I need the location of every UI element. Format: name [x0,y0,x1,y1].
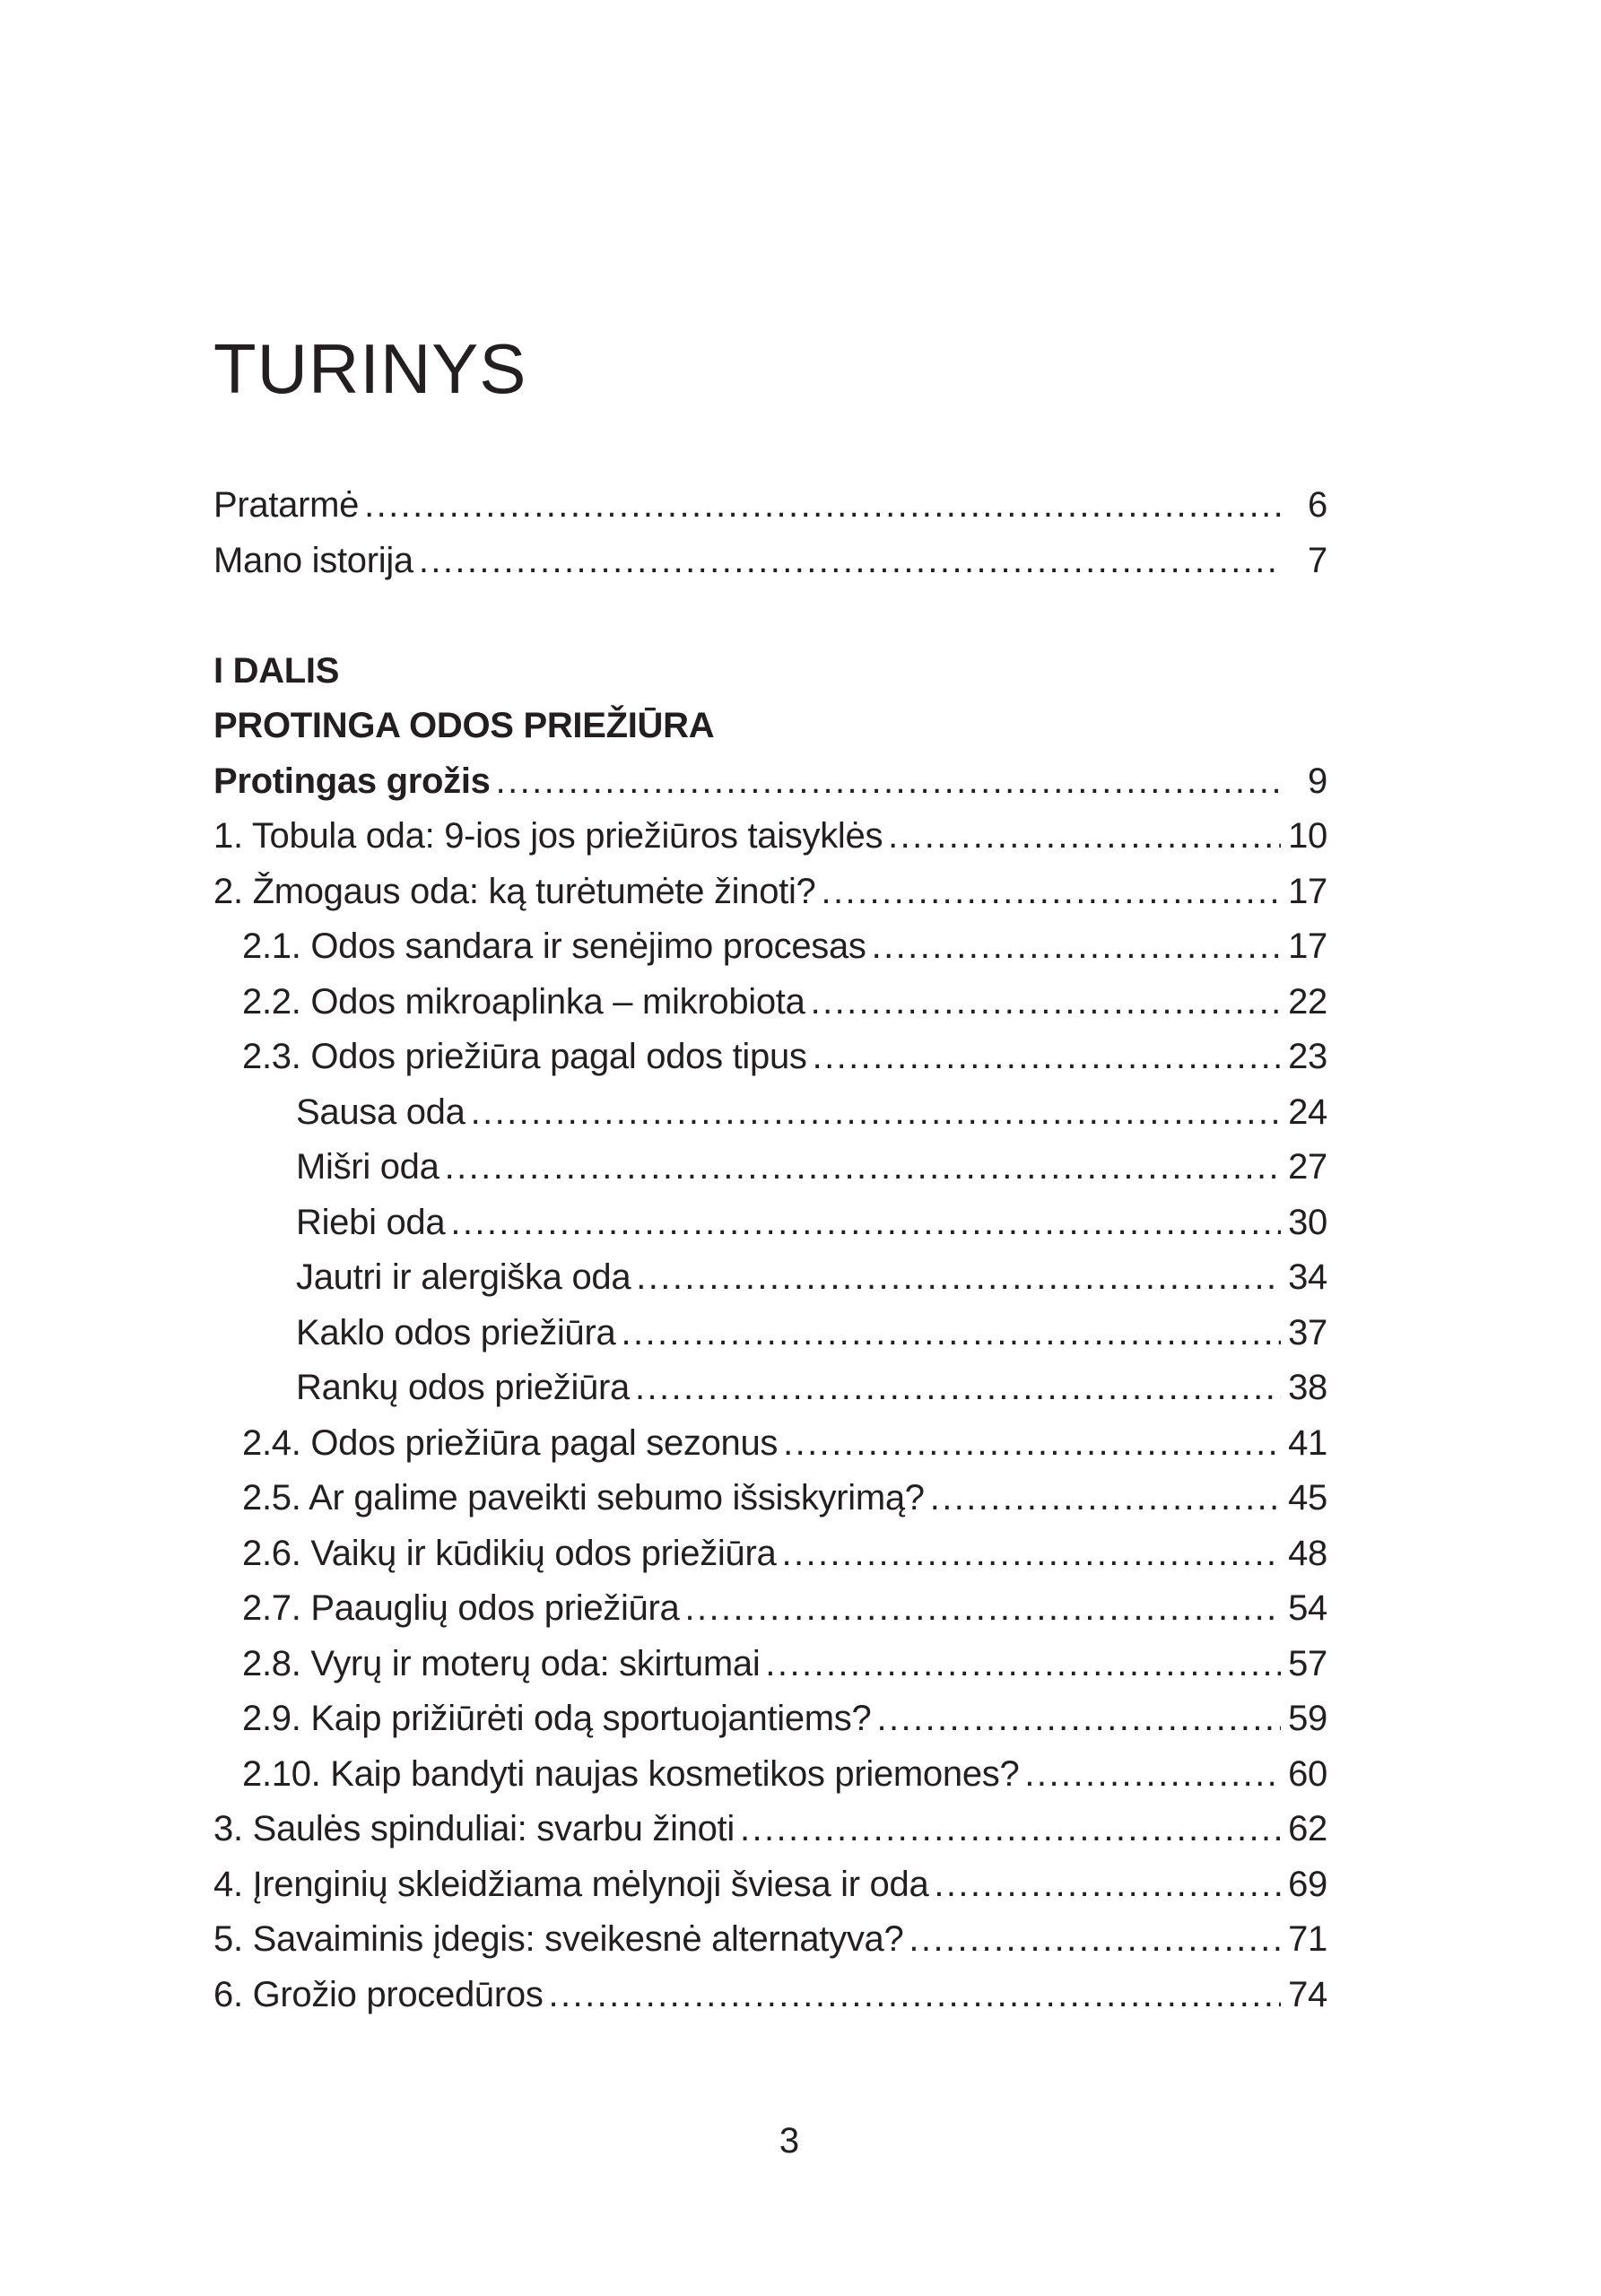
toc-entry [213,1471,1327,1526]
toc-entry [213,644,1327,700]
toc-entry [213,534,1327,589]
toc-leader-dots [419,534,1281,589]
toc-entry-page: 27 [1288,1147,1327,1187]
toc-entry-page: 7 [1308,540,1327,580]
toc-entry [213,975,1327,1031]
toc-leader-dots [471,1085,1281,1141]
toc-entry-label: Mano istorija [213,540,413,580]
toc-entry [213,754,1327,810]
toc-leader-dots [934,1857,1281,1913]
toc-entry [213,809,1327,865]
toc-entry-page: 62 [1288,1809,1327,1848]
toc-entry-page: 74 [1288,1974,1327,2014]
toc-entry-page: 30 [1288,1202,1327,1242]
toc-entry-page: 38 [1288,1368,1327,1407]
toc-leader-dots [740,1802,1281,1857]
toc-leader-dots [813,1030,1281,1085]
toc-entry [213,1306,1327,1361]
toc-entry-label: 4. Įrenginių skleidžiama mėlynoji šviesa ir oda [213,1864,929,1904]
toc-leader-dots [364,478,1281,534]
toc-entry-page: 10 [1288,816,1327,856]
toc-entry-page: 34 [1288,1257,1327,1297]
toc-entry [213,1140,1327,1196]
toc-leader-dots [930,1471,1281,1526]
toc-entry-label: 2. Žmogaus oda: ką turėtumėte žinoti? [213,871,816,911]
toc-entry [213,1747,1327,1803]
toc-entry-label: PROTINGA ODOS PRIEŽIŪRA [213,706,715,745]
toc-entry-label: Sausa oda [296,1091,466,1132]
toc-entry [213,1250,1327,1306]
toc-entry-page: 54 [1288,1588,1327,1628]
toc-entry [213,478,1327,534]
toc-leader-dots [822,865,1282,920]
toc-leader-dots [872,919,1281,975]
toc-entry-label: 2.6. Vaikų ir kūdikių odos priežiūra [242,1533,777,1573]
toc-entry-page: 6 [1308,485,1327,525]
toc-entry [213,1416,1327,1472]
toc-entry [213,1526,1327,1582]
toc-entry-label: Mišri oda [296,1147,439,1187]
toc-entry [213,919,1327,975]
toc-entry-label: 2.4. Odos priežiūra pagal sezonus [242,1422,779,1463]
toc-leader-dots [496,754,1281,810]
toc-entry-label: 2.10. Kaip bandyti naujas kosmetikos priemones? [242,1753,1020,1794]
toc-entry [213,1912,1327,1968]
toc-leader-dots [1024,1747,1281,1803]
toc-leader-dots [876,1692,1281,1747]
toc-leader-dots [549,1968,1281,2023]
toc-entry-label: 1. Tobula oda: 9-ios jos priežiūros taisyklės [213,816,883,856]
toc-entry-label: Protingas grožis [213,761,491,801]
toc-leader-dots [783,1416,1281,1472]
toc-entry-label: Jautri ir alergiška oda [296,1257,631,1297]
toc-entry-page: 17 [1288,871,1327,911]
toc-entry [213,1637,1327,1692]
toc-entry-label: 2.2. Odos mikroaplinka – mikrobiota [242,981,805,1022]
toc-entry-label: 2.5. Ar galime paveikti sebumo išsiskyrimą? [242,1478,925,1518]
page-number: 3 [779,2121,800,2161]
toc-entry [213,1857,1327,1913]
toc-leader-dots [765,1637,1281,1692]
toc-entry-label: Rankų odos priežiūra [296,1368,630,1407]
toc-entry-label: Riebi oda [296,1202,446,1242]
toc-entry-page: 24 [1288,1091,1327,1132]
toc-entry-label: 2.9. Kaip prižiūrėti odą sportuojantiems? [242,1699,872,1738]
toc-leader-dots [684,1581,1281,1637]
toc-entry-label: 2.8. Vyrų ir moterų oda: skirtumai [242,1643,761,1683]
toc-entry-page: 57 [1288,1643,1327,1683]
toc-list [213,478,1327,2022]
page-title: TURINYS [213,329,527,409]
toc-entry [213,1085,1327,1141]
toc-entry [213,699,1327,754]
toc-leader-dots [445,1140,1281,1196]
toc-leader-dots [888,809,1281,865]
toc-entry [213,1968,1327,2023]
toc-entry-label: 2.3. Odos priežiūra pagal odos tipus [242,1037,807,1076]
toc-leader-dots [621,1306,1281,1361]
toc-leader-dots [636,1250,1281,1306]
toc-leader-dots [811,975,1281,1031]
toc-leader-dots [781,1526,1281,1582]
toc-entry-page: 71 [1288,1919,1327,1959]
toc-entry-page: 22 [1288,981,1327,1022]
toc-leader-dots [635,1361,1281,1416]
toc-entry-label: I DALIS [213,650,340,691]
toc-entry-label: 6. Grožio procedūros [213,1974,544,2014]
toc-entry-page: 45 [1288,1478,1327,1518]
toc-entry [213,1361,1327,1416]
toc-entry-page: 17 [1288,926,1327,966]
toc-entry [213,865,1327,920]
toc-entry [213,1581,1327,1637]
toc-entry-label: 2.1. Odos sandara ir senėjimo procesas [242,926,866,966]
toc-entry-label: 3. Saulės spinduliai: svarbu žinoti [213,1809,735,1848]
toc-entry-page: 59 [1288,1699,1327,1738]
toc-entry [213,1196,1327,1251]
toc-entry-page: 48 [1288,1533,1327,1573]
toc-entry-page: 41 [1288,1422,1327,1463]
toc-entry [213,1030,1327,1085]
toc-entry-page: 69 [1288,1864,1327,1904]
toc-entry-label: 5. Savaiminis įdegis: sveikesnė alternatyva? [213,1919,904,1959]
toc-entry-page: 60 [1288,1753,1327,1794]
toc-entry [213,1802,1327,1857]
toc-entry-page: 37 [1288,1312,1327,1352]
toc-entry-label: Kaklo odos priežiūra [296,1312,616,1352]
toc-entry-label: 2.7. Paauglių odos priežiūra [242,1588,680,1628]
toc-entry-page: 23 [1288,1037,1327,1076]
toc-leader-dots [909,1912,1281,1968]
toc-entry-page: 9 [1308,761,1327,801]
toc-entry [213,1692,1327,1747]
toc-entry-label: Pratarmė [213,485,360,525]
toc-leader-dots [450,1196,1281,1251]
